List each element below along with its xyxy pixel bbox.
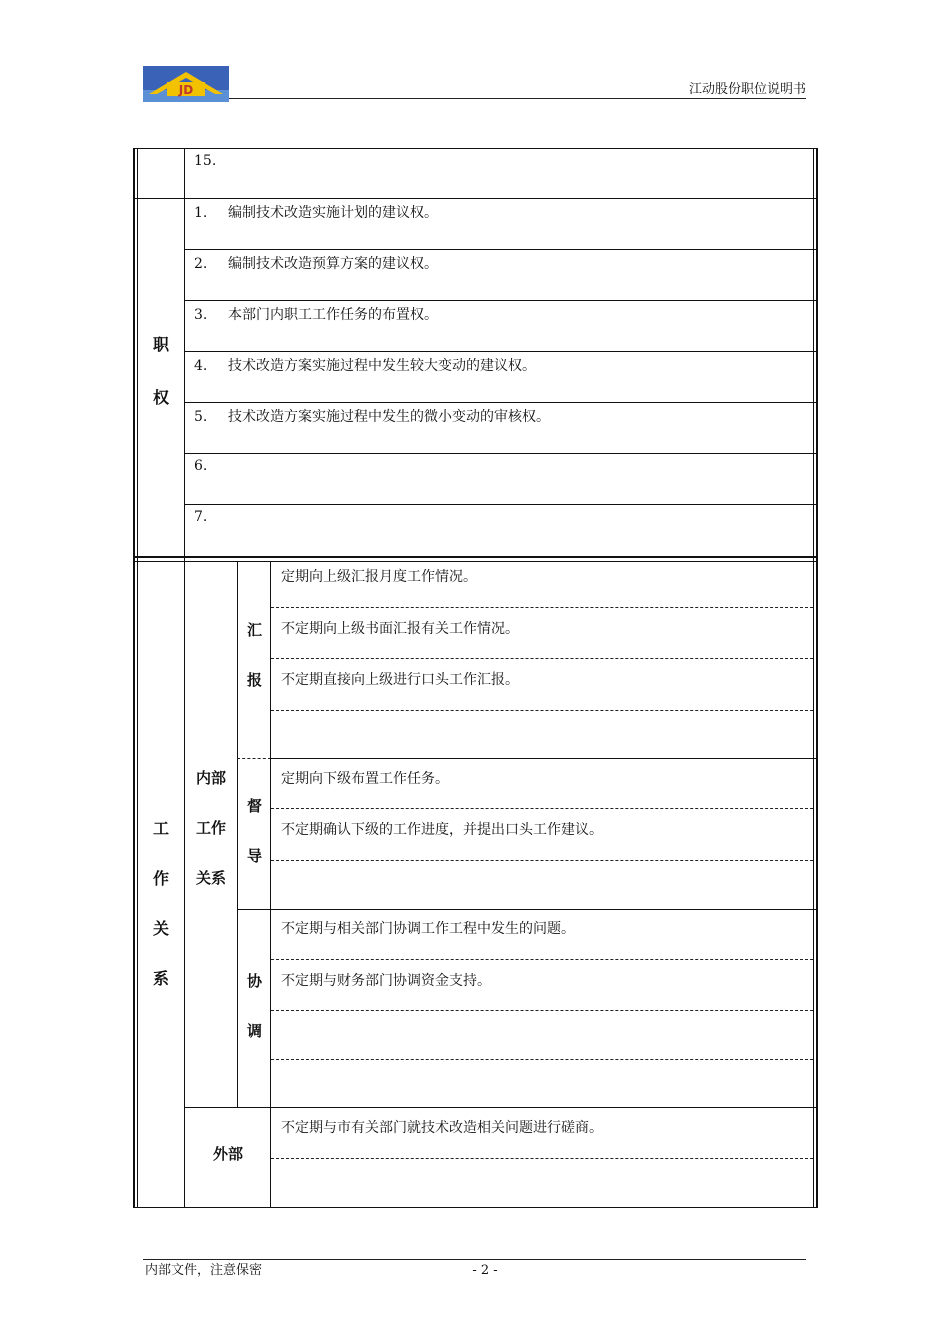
authority-item-4: 4. 技术改造方案实施过程中发生较大变动的建议权。: [194, 358, 536, 374]
footer-rule: [143, 1259, 806, 1260]
report-item-1: 定期向上级汇报月度工作情况。: [281, 569, 477, 585]
authority-item-2: 2. 编制技术改造预算方案的建议权。: [194, 256, 438, 272]
table-border-left: [133, 148, 135, 1208]
dashed-row-line: [271, 607, 813, 608]
authority-item-7: 7.: [194, 509, 208, 525]
table-border-bottom: [133, 1207, 818, 1208]
external-relations-label: 外部: [212, 1145, 243, 1163]
group-divider: [270, 758, 818, 759]
row-divider: [184, 402, 818, 403]
group-divider: [184, 1107, 818, 1108]
row-divider: [184, 300, 818, 301]
report-item-2: 不定期向上级书面汇报有关工作情况。: [281, 621, 519, 637]
company-logo-icon: [143, 66, 229, 102]
supervise-item-1: 定期向下级布置工作任务。: [281, 771, 449, 787]
dashed-row-line: [271, 1010, 813, 1011]
authority-item-6: 6.: [194, 458, 208, 474]
table-border-right-inner: [813, 148, 814, 1208]
page-number: - 2 -: [472, 1263, 498, 1278]
authority-top-item: 15.: [194, 153, 217, 169]
row-divider: [184, 453, 818, 454]
authority-item-5: 5. 技术改造方案实施过程中发生的微小变动的审核权。: [194, 409, 550, 425]
group-divider-dashed: [237, 758, 271, 759]
dashed-row-line: [271, 959, 813, 960]
supervise-item-2: 不定期确认下级的工作进度，并提出口头工作建议。: [281, 822, 603, 838]
footer-confidential-note: 内部文件，注意保密: [145, 1263, 263, 1278]
dashed-row-line: [271, 1158, 813, 1159]
dashed-row-line: [271, 860, 813, 861]
coordinate-item-2: 不定期与财务部门协调资金支持。: [281, 973, 491, 989]
row-divider: [184, 351, 818, 352]
group-divider: [237, 909, 818, 910]
col-divider-1: [184, 148, 185, 1208]
external-item-1: 不定期与市有关部门就技术改造相关问题进行磋商。: [281, 1120, 603, 1136]
relations-label: 工 作 关 系: [152, 819, 169, 988]
table-border-left-inner: [137, 148, 138, 1208]
dashed-row-line: [271, 658, 813, 659]
authority-item-1: 1. 编制技术改造实施计划的建议权。: [194, 205, 438, 221]
header-title: 江动股份职位说明书: [688, 82, 806, 97]
coordinate-item-1: 不定期与相关部门协调工作工程中发生的问题。: [281, 921, 575, 937]
table-border-top: [133, 148, 818, 149]
svg-text:JD: JD: [178, 83, 194, 97]
row-divider: [133, 198, 818, 199]
table-border-right: [816, 148, 818, 1208]
dashed-row-line: [271, 1059, 813, 1060]
dashed-row-line: [271, 808, 813, 809]
report-item-3: 不定期直接向上级进行口头工作汇报。: [281, 672, 519, 688]
row-divider: [184, 249, 818, 250]
section-divider: [133, 556, 818, 558]
supervise-label: 督 导: [246, 797, 262, 865]
report-label: 汇 报: [246, 621, 262, 689]
dashed-row-line: [271, 710, 813, 711]
section-divider-inner: [133, 561, 818, 562]
authority-label: 职 权: [152, 335, 169, 407]
coordinate-label: 协 调: [246, 972, 262, 1040]
authority-item-3: 3. 本部门内职工工作任务的布置权。: [194, 307, 438, 323]
internal-relations-label: 内部 工作 关系: [195, 769, 226, 887]
header-rule: [229, 98, 806, 99]
col-divider-2: [237, 562, 238, 1108]
row-divider: [184, 504, 818, 505]
